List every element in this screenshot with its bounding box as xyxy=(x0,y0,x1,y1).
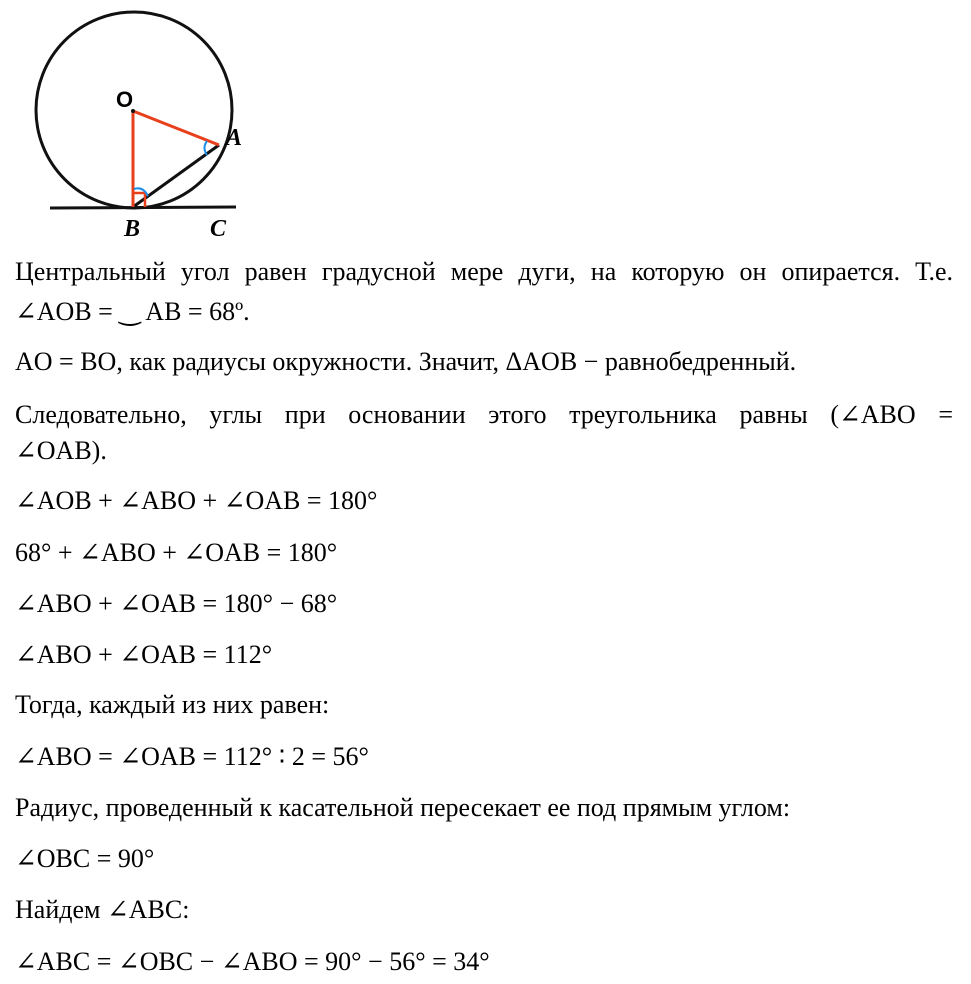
label-b: B xyxy=(124,216,141,242)
label-a: A xyxy=(226,125,243,151)
geometry-figure xyxy=(0,0,280,245)
equation-line: ∠ABO + ∠OAB = 180° − 68° xyxy=(15,589,338,618)
equation-line: ∠ABO = ∠OAB = 112° ∶ 2 = 56° xyxy=(15,742,369,771)
text-line: Радиус, проведенный к касательной пересекает ее под прямым углом: xyxy=(15,793,791,822)
label-o: O xyxy=(116,87,134,112)
tangent-line xyxy=(50,207,236,208)
text-line: ∠AOB = ‿ AB = 68º. xyxy=(15,297,250,326)
radius-oa xyxy=(133,111,219,145)
text-line: Центральный угол равен градусной мере дуги, на которую он опирается. Т.е. xyxy=(15,257,953,286)
equation-line: 68° + ∠ABO + ∠OAB = 180° xyxy=(15,538,338,567)
text-line: Найдем ∠ABC: xyxy=(15,895,190,924)
text-line: Тогда, каждый из них равен: xyxy=(15,690,330,719)
text-line: AO = BO, как радиусы окружности. Значит, ΔAOB − равнобедренный. xyxy=(15,347,797,376)
equation-line: ∠AOB + ∠ABO + ∠OAB = 180° xyxy=(15,486,378,515)
text-line: ∠OAB). xyxy=(15,436,107,465)
equation-line: ∠ABC = ∠OBC − ∠ABO = 90° − 56° = 34° xyxy=(15,947,490,976)
label-c: C xyxy=(210,216,227,242)
equation-line: ∠ABO + ∠OAB = 112° xyxy=(15,640,273,669)
equation-line: ∠OBC = 90° xyxy=(15,844,155,873)
angle-oab-mark xyxy=(205,141,208,155)
text-line: Следовательно, углы при основании этого треугольника равны (∠ABO = xyxy=(15,400,953,429)
